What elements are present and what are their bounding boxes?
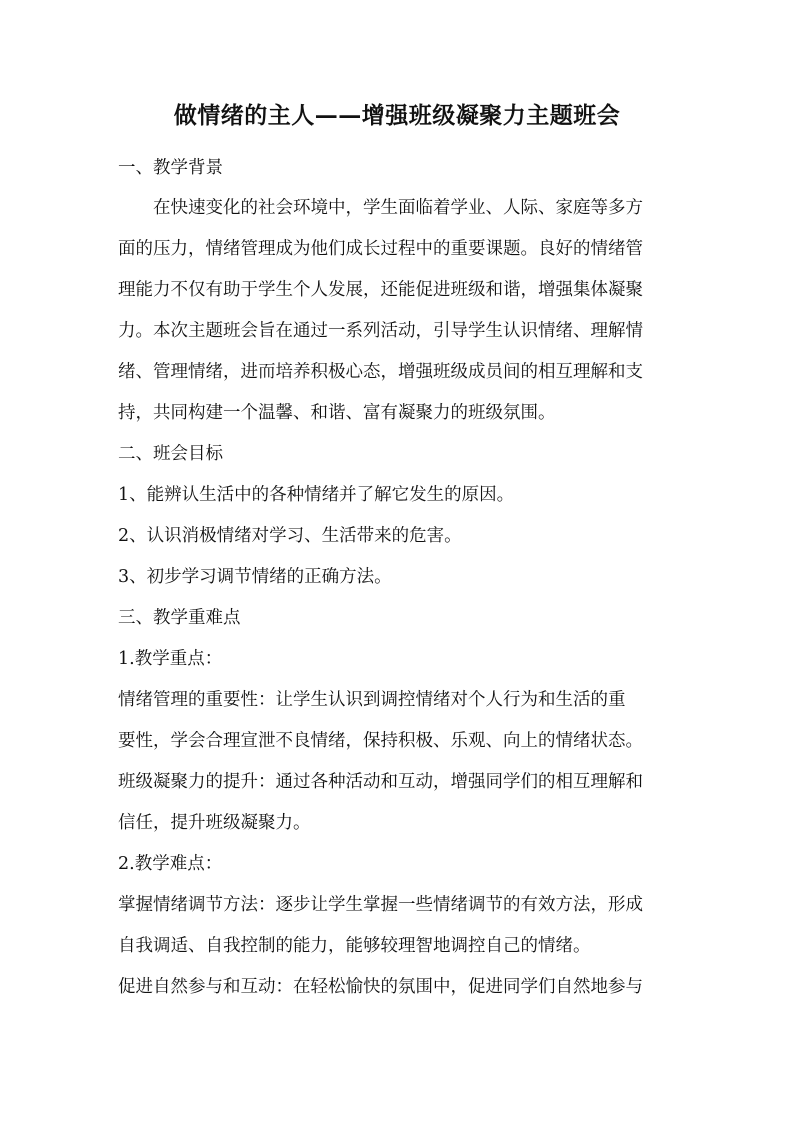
difficult-points-label: 2.教学难点： xyxy=(118,854,223,874)
goal-item: 1、能辨认生活中的各种情绪并了解它发生的原因。 xyxy=(118,485,515,505)
section-heading-background: 一、教学背景 xyxy=(118,158,223,178)
paragraph-line: 情绪管理的重要性：让学生认识到调控情绪对个人行为和生活的重 xyxy=(118,690,626,710)
paragraph-line: 信任，提升班级凝聚力。 xyxy=(118,813,311,833)
paragraph-line: 掌握情绪调节方法：逐步让学生掌握一些情绪调节的有效方法，形成 xyxy=(118,895,643,915)
section-heading-key-difficult-points: 三、教学重难点 xyxy=(118,608,241,628)
paragraph-line: 绪、管理情绪，进而培养积极心态，增强班级成员间的相互理解和支 xyxy=(118,362,643,382)
paragraph-line: 面的压力，情绪管理成为他们成长过程中的重要课题。良好的情绪管 xyxy=(118,239,643,259)
paragraph-line: 力。本次主题班会旨在通过一系列活动，引导学生认识情绪、理解情 xyxy=(118,321,643,341)
paragraph-line: 班级凝聚力的提升：通过各种活动和互动，增强同学们的相互理解和 xyxy=(118,772,643,792)
section-heading-goals: 二、班会目标 xyxy=(118,444,223,464)
paragraph-line: 理能力不仅有助于学生个人发展，还能促进班级和谐，增强集体凝聚 xyxy=(118,280,643,300)
document-title: 做情绪的主人——增强班级凝聚力主题班会 xyxy=(173,102,621,129)
paragraph-line: 自我调适、自我控制的能力，能够较理智地调控自己的情绪。 xyxy=(118,936,591,956)
key-points-label: 1.教学重点： xyxy=(118,649,223,669)
paragraph-line: 持，共同构建一个温馨、和谐、富有凝聚力的班级氛围。 xyxy=(118,403,556,423)
paragraph-line: 在快速变化的社会环境中，学生面临着学业、人际、家庭等多方 xyxy=(153,198,643,218)
goal-item: 3、初步学习调节情绪的正确方法。 xyxy=(118,567,392,587)
paragraph-line: 促进自然参与和互动：在轻松愉快的氛围中，促进同学们自然地参与 xyxy=(118,977,643,997)
goal-item: 2、认识消极情绪对学习、生活带来的危害。 xyxy=(118,526,462,546)
paragraph-line: 要性，学会合理宣泄不良情绪，保持积极、乐观、向上的情绪状态。 xyxy=(118,731,643,751)
